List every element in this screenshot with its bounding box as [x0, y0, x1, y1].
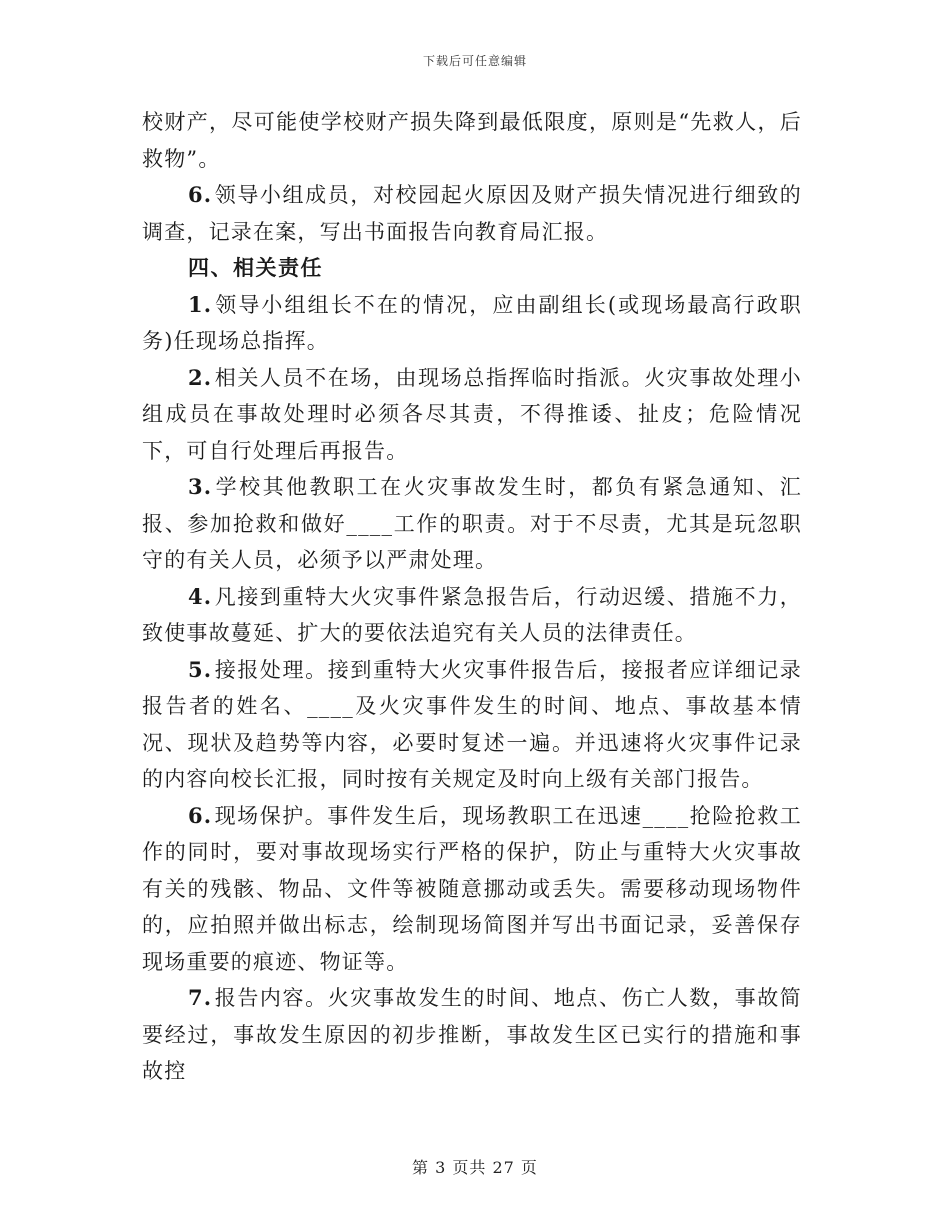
item-number: 6.	[188, 182, 213, 207]
item-number: 2.	[188, 364, 213, 390]
item-number: 6.	[188, 802, 213, 828]
paragraph-item-2	[142, 360, 802, 470]
page-header: 下载后可任意编辑	[422, 54, 527, 68]
paragraph-item-5	[142, 652, 802, 798]
item-text: 凡接到重特大火灾事件紧急报告后，行动迟缓、措施不力，致使事故蔓延、扩大的要依法追究有关人员的法律责任。	[142, 584, 802, 645]
item-number: 1.	[188, 291, 213, 317]
item-text: 领导小组组长不在的情况，应由副组长(或现场最高行政职务)任现场总指挥。	[142, 292, 802, 353]
item-number: 7.	[188, 985, 213, 1010]
item-text: 现场保护。事件发生后，现场教职工在迅速____抢险抢救工作的同时，要对事故现场实行严格的保护，防止与重特大火灾事故有关的残骸、物品、文件等被随意挪动或丢失。需要移动现场物件的，应拍照并做出标志，绘制现场简图并写出书面记录，妥善保存现场重要的痕迹、物证等。	[142, 803, 802, 974]
paragraph-item-3	[142, 469, 802, 579]
paragraph-item-6-response	[142, 177, 802, 250]
item-number: 5.	[188, 656, 213, 682]
continuation-paragraph: 校财产，尽可能使学校财产损失降到最低限度，原则是“先救人，后救物”。	[142, 110, 802, 171]
item-number: 4.	[188, 583, 213, 609]
item-text: 报告内容。火灾事故发生的时间、地点、伤亡人数，事故简要经过，事故发生原因的初步推断，事故发生区已实行的措施和事故控	[142, 986, 802, 1083]
item-text: 学校其他教职工在火灾事故发生时，都负有紧急通知、汇报、参加抢救和做好____工作的职责。对于不尽责，尤其是玩忽职守的有关人员，必须予以严肃处理。	[142, 475, 802, 572]
paragraph-item-4	[142, 579, 802, 652]
item-text: 相关人员不在场，由现场总指挥临时指派。火灾事故处理小组成员在事故处理时必须各尽其责，不得推诿、扯皮；危险情况下，可自行处理后再报告。	[142, 365, 802, 463]
document-body	[142, 104, 802, 1090]
item-text: 接报处理。接到重特大火灾事件报告后，接报者应详细记录报告者的姓名、____及火灾事件发生的时间、地点、事故基本情况、现状及趋势等内容，必要时复述一遍。并迅速将火灾事件记录的内容向校长汇报，同时按有关规定及时向上级有关部门报告。	[142, 657, 802, 791]
item-text: 领导小组成员，对校园起火原因及财产损失情况进行细致的调查，记录在案，写出书面报告向教育局汇报。	[142, 183, 802, 244]
page-footer: 第 3 页共 27 页	[412, 1158, 538, 1177]
paragraph-item-1	[142, 287, 802, 360]
paragraph-item-6	[142, 798, 802, 981]
paragraph-item-7	[142, 980, 802, 1090]
item-number: 3.	[188, 474, 213, 499]
section-heading: 四、相关责任	[188, 256, 323, 280]
